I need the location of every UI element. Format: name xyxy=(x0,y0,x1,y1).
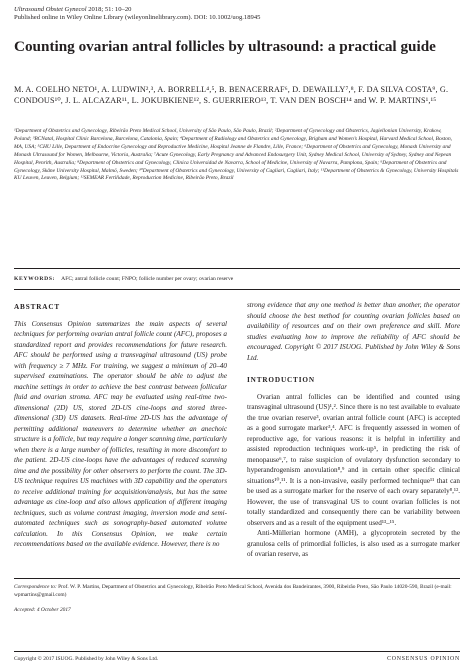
footer-copyright: Copyright © 2017 ISUOG. Published by John Wiley & Sons Ltd. xyxy=(14,656,159,662)
introduction-paragraph-2: Anti-Müllerian hormone (AMH), a glycoprotein secreted by the granulosa cells of primordial follicles, is also used as a surrogate marker of ovarian reserve, as xyxy=(247,529,460,558)
author-affiliations: ¹Department of Obstetrics and Gynecology, Ribeirão Preto Medical School, University of São Paulo, São Paulo, Brazil; ²Department of Gynecology and Obstetrics, Jagiellonian University, Krakow, Poland; ³BCNatal, Hospital Clinic Barcelona, Barcelona, Catalonia, Spain; ⁴Department of Radiology and Obstetrics and Gynecology, Brigham and Women’s Hospital, Harvard Medical School, Boston, MA, USA; ⁵CHU Lille, Department of Endocrine Gynecology and Reproductive Medicine, Hospital Jeanne de Flandre, Lille, France; ⁶Department of Obstetrics and Gynecology, Monash University and Monash Ultrasound for Women, Melbourne, Victoria, Australia; ⁷Acute Gynecology, Early Pregnancy and Advanced Endosurgery Unit, Sydney Medical School, University of Sydney, Sydney and Nepean Hospital, Penrith, Australia; ⁸Department of Obstetrics and Gynecology, Clinica Universidad de Navarra, School of Medicine, University of Navarra, Pamplona, Spain; ⁹Department of Obstetrics and Gynecology, Skåne University Hospital, Malmö, Sweden; ¹⁰Department of Obstetrics and Gynecology, University of Cagliari, Cagliari, Italy; ¹¹Department of Obstetrics & Gynecology, University Hospitals KU Leuven, Leuven, Belgium; ¹²SEMEAR Fertilidade, Reproduction Medicine, Ribeirão Preto, Brazil xyxy=(14,128,459,182)
right-column xyxy=(247,300,460,560)
correspondence-rule xyxy=(14,578,460,579)
article-type-label: CONSENSUS OPINION xyxy=(387,656,460,662)
abstract-continued-text: strong evidence that any one method is better than another, the operator should choose the best method for counting ovarian follicles based on availability of resources and on their own preference and skill. More studies evaluating how to improve the reliability of AFC should be encouraged. Copyright © 2017 ISUOG. Published by John Wiley & Sons Ltd. xyxy=(247,301,460,362)
author-list: M. A. COELHO NETO¹, A. LUDWIN²,³, A. BORRELL⁴,⁵, B. BENACERRAF⁶, D. DEWAILLY⁷,⁸, F. DA SILVA COSTA⁹, G. CONDOUS¹⁰, J. L. ALCAZAR¹¹, L. JOKUBKIENE¹², S. GUERRIERO¹³, T. VAN DEN BOSCH¹⁴ and W. P. MARTINS¹,¹⁵ xyxy=(14,85,449,106)
keywords-top-rule xyxy=(14,268,460,269)
journal-citation: 2018; 51: 10–20 xyxy=(88,6,132,13)
article-title: Counting ovarian antral follicles by ultrasound: a practical guide xyxy=(14,38,436,55)
introduction-heading: INTRODUCTION xyxy=(247,376,315,384)
abstract-heading: ABSTRACT xyxy=(14,303,61,311)
published-online-line: Published online in Wiley Online Library (wileyonlinelibrary.com). DOI: 10.1002/uog.18945 xyxy=(14,13,261,21)
accepted-date: Accepted: 4 October 2017 xyxy=(14,607,71,613)
correspondence-note xyxy=(14,584,460,600)
keywords-bottom-rule xyxy=(14,289,460,290)
journal-name: Ultrasound Obstet Gynecol xyxy=(14,6,87,13)
introduction-paragraph-1: Ovarian antral follicles can be identified and counted using transvaginal ultrasound (US)¹,². Since there is no test available to evaluate the true ovarian reserve³, ovarian antral follicle count (AFC) is accepted as a good surrogate marker³,⁴. AFC is frequently assessed in women of reproductive age, for various reasons: it is helpful in infertility and assisted reproduction techniques work-up⁵, in predicting the risk of menopause⁶,⁷, to raise suspicion of ovulatory dysfunction secondary to hyperandrogenism anovulation⁸,⁹ and in certain other specific clinical situations¹⁰,¹¹. It is a non-invasive, easily performed technique¹¹ that can be used as a surrogate marker for the reserve of each ovary separately⁸,¹². However, the use of transvaginal US to count ovarian follicles is not totally standardized and consequently there can be variability between observers and as a result of the equipment used¹³–¹⁵. xyxy=(247,392,460,527)
footer-rule xyxy=(14,651,460,652)
abstract-column xyxy=(14,302,227,550)
keywords-line xyxy=(14,276,460,283)
keywords-text: AFC; antral follicle count; FNPO; follicle number per ovary; ovarian reserve xyxy=(61,276,234,282)
correspondence-text: Prof. W. P. Martins, Department of Obstetrics and Gynecology, Ribeirão Preto Medical School, Avenida dos Bandeirantes, 3900, Ribeirão Preto, São Paulo 14020-590, Brazil (e-mail: wpmartins@gmail.com) xyxy=(14,584,452,598)
correspondence-label: Correspondence to: xyxy=(14,584,57,590)
keywords-label: KEYWORDS: xyxy=(14,276,56,282)
abstract-text: This Consensus Opinion summarizes the main aspects of several techniques for performing ovarian antral follicle count (AFC), proposes a standardized report and provides recommendations for future research. AFC should be performed using a transvaginal ultrasound (US) probe with frequency ≥ 7 MHz. For training, we suggest a minimum of 20–40 supervised examinations. The operator should be able to adjust the machine settings in order to achieve the best contrast between follicular fluid and ovarian stroma. AFC may be evaluated using real-time two-dimensional (2D) US, stored 2D-US cine-loops and stored three-dimensional (3D) US datasets. Real-time 2D-US has the advantage of permitting additional maneuvers to determine whether an anechoic structure is a follicle, but may require a longer scanning time, particularly when there is a large number of follicles, resulting in more discomfort to the patient. 2D-US cine-loops have the advantages of reduced scanning time and the possibility for other observers to perform the count. The 3D-US technique requires US machines with 3D capability and the operators to receive additional training for acquisition/analysis, but has the same advantage as cine-loop and also allows application of different imaging techniques, such as volume contrast imaging, inversion mode and semi-automated techniques such as sonography-based automated volume calculation. In this Consensus Opinion, we make certain recommendations based on the available evidence. However, there is no xyxy=(14,319,227,548)
journal-header xyxy=(14,6,260,21)
